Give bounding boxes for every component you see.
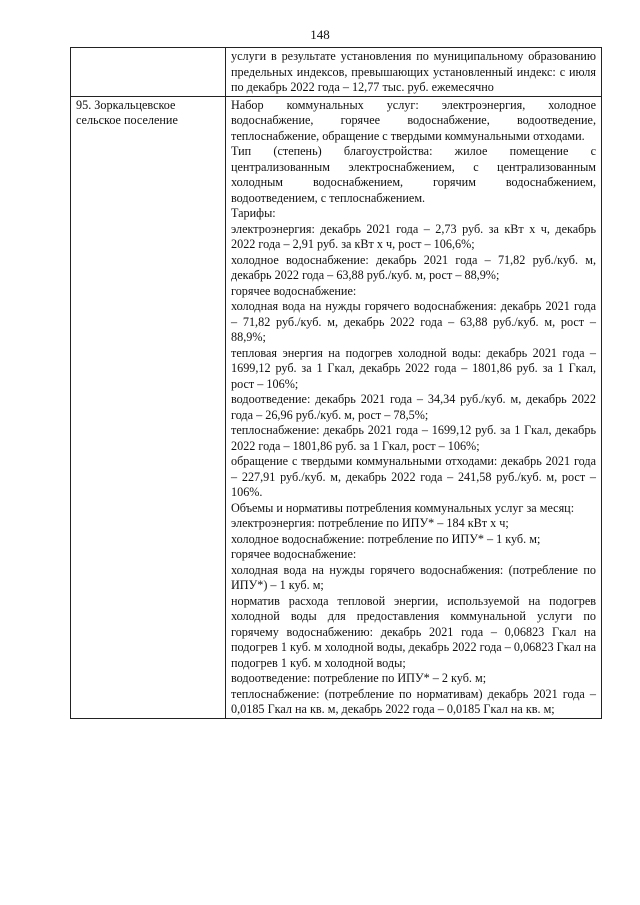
paragraph: Объемы и нормативы потребления коммунальных услуг за месяц: — [231, 500, 575, 515]
paragraph: Набор коммунальных услуг: электроэнергия, холодное водоснабжение, горячее водоснабжение, водоотведение, теплоснабжение, обращение с твердыми коммунальными отходами. — [231, 97, 596, 143]
paragraph: теплоснабжение: декабрь 2021 года – 1699,12 руб. за 1 Гкал, декабрь 2022 года – 1801,86 руб. за 1 Гкал, рост – 106%; — [231, 423, 596, 453]
paragraph: электроэнергия: потребление по ИПУ* – 184 кВт х ч; — [231, 516, 509, 530]
details-cell — [226, 96, 602, 718]
table-row — [71, 96, 602, 718]
details-cell — [226, 48, 602, 97]
paragraph: холодное водоснабжение: декабрь 2021 года – 71,82 руб./куб. м, декабрь 2022 года – 63,88 руб./куб. м, рост – 88,9%; — [231, 252, 596, 282]
paragraph: холодная вода на нужды горячего водоснабжения: декабрь 2021 года – 71,82 руб./куб. м, декабрь 2022 года – 63,88 руб./куб. м, рост – 88,9%; — [231, 299, 596, 344]
settlement-cell: 95. Зоркальцевское сельское поселение — [71, 96, 226, 718]
paragraph: услуги в результате установления по муниципальному образованию предельных индексов, превышающих установленный индекс: с июля по декабрь 2022 года – 12,77 тыс. руб. ежемесячно — [231, 49, 596, 94]
table-row — [71, 48, 602, 97]
tariff-table — [70, 47, 602, 719]
paragraph: обращение с твердыми коммунальными отходами: декабрь 2021 года – 227,91 руб./куб. м, декабрь 2022 года – 241,58 руб./куб. м, рост – 106%. — [231, 454, 596, 499]
settlement-cell — [71, 48, 226, 97]
paragraph: тепловая энергия на подогрев холодной воды: декабрь 2021 года – 1699,12 руб. за 1 Гкал, декабрь 2022 года – 1801,86 руб. за 1 Гкал, рост – 106%; — [231, 345, 596, 391]
paragraph: водоотведение: декабрь 2021 года – 34,34 руб./куб. м, декабрь 2022 года – 26,96 руб./куб. м, рост – 78,5%; — [231, 392, 596, 422]
paragraph: холодное водоснабжение: потребление по ИПУ* – 1 куб. м; — [231, 531, 541, 546]
paragraph: электроэнергия: декабрь 2021 года – 2,73 руб. за кВт х ч, декабрь 2022 года – 2,91 руб. за кВт х ч, рост – 106,6%; — [231, 221, 596, 251]
paragraph: холодная вода на нужды горячего водоснабжения: (потребление по ИПУ*) – 1 куб. м; — [231, 562, 596, 592]
paragraph: горячее водоснабжение: — [231, 283, 357, 298]
paragraph: горячее водоснабжение: — [231, 547, 357, 561]
paragraph: водоотведение: потребление по ИПУ* – 2 куб. м; — [231, 671, 487, 685]
page-number: 148 — [310, 27, 330, 42]
paragraph: Тип (степень) благоустройства: жилое помещение с централизованным электроснабжением, с централизованным холодным водоснабжением, горячим водоснабжением, водоотведением, с теплоснабжением. — [231, 144, 596, 205]
paragraph: Тарифы: — [231, 206, 276, 220]
paragraph: теплоснабжение: (потребление по нормативам) декабрь 2021 года – 0,0185 Гкал на кв. м, декабрь 2022 года – 0,0185 Гкал на кв. м; — [231, 686, 596, 716]
paragraph: норматив расхода тепловой энергии, используемой на подогрев холодной воды для предоставления коммунальной услуги по горячему водоснабжению: декабрь 2021 года – 0,06823 Гкал на подогрев 1 куб. м холодной воды, декабрь 2022 года – 0,06823 Гкал на подогрев 1 куб. м холодной воды; — [231, 593, 596, 670]
